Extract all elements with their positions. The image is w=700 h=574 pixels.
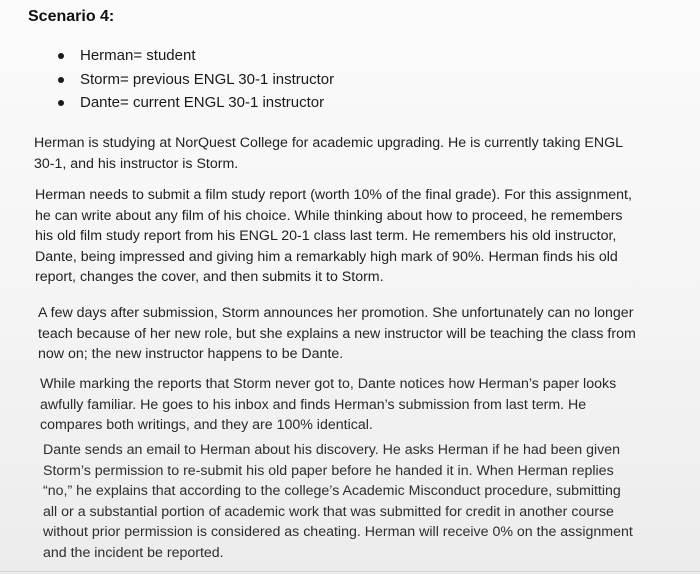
- text-line: teach because of her new role, but she explains a new instructor will be teaching the class from: [38, 325, 636, 342]
- text-line: without prior permission is considered as cheating. Herman will receive 0% on the assignment: [43, 524, 633, 540]
- text-line: all or a substantial portion of academic work that was submitted for credit in another course: [43, 503, 614, 520]
- text-line: compares both writings, and they are 100% identical.: [40, 417, 373, 433]
- roles-list: [50, 44, 334, 115]
- bullet-icon: [58, 100, 64, 106]
- text-line: and the incident be reported.: [43, 544, 224, 561]
- text-line: report, changes the cover, and then submits it to Storm.: [35, 269, 384, 285]
- role-item-herman: [50, 44, 334, 68]
- bullet-icon: [58, 77, 64, 83]
- paragraph-misconduct: [43, 440, 633, 563]
- role-item-storm: [50, 68, 334, 92]
- text-line: now on; the new instructor happens to be Dante.: [38, 346, 344, 362]
- text-line: Storm’s permission to re-submit his old paper before he handed it in. When Herman replies: [43, 462, 614, 479]
- paragraph-promotion: [38, 303, 636, 365]
- scenario-title: Scenario 4:: [28, 8, 115, 25]
- text-line: his old film study report from his ENGL 20-1 class last term. He remembers his old instructor,: [35, 228, 617, 244]
- text-line: awfully familiar. He goes to his inbox and finds Herman’s submission from last term. He: [40, 396, 587, 413]
- text-line: A few days after submission, Storm announces her promotion. She unfortunately can no longer: [38, 305, 634, 321]
- text-line: Herman needs to submit a film study report (worth 10% of the final grade). For this assignment,: [35, 187, 632, 203]
- text-line: Dante, being impressed and giving him a remarkably high mark of 90%. Herman finds his old: [35, 248, 618, 265]
- paragraph-marking: [40, 374, 616, 436]
- paragraph-film-report: [35, 185, 632, 288]
- role-text: Dante= current ENGL 30-1 instructor: [80, 94, 325, 111]
- role-text: Storm= previous ENGL 30-1 instructor: [80, 70, 335, 88]
- paragraph-intro: [34, 133, 623, 174]
- text-line: While marking the reports that Storm never got to, Dante notices how Herman’s paper looks: [40, 376, 617, 392]
- text-line: Herman is studying at NorQuest College for academic upgrading. He is currently taking ENGL: [34, 135, 624, 151]
- text-line: 30-1, and his instructor is Storm.: [34, 155, 239, 172]
- role-text: Herman= student: [80, 47, 196, 64]
- bullet-icon: [58, 53, 64, 59]
- role-item-dante: [50, 91, 334, 115]
- text-line: he can write about any film of his choice. While thinking about how to proceed, he remembers: [35, 207, 623, 224]
- text-line: Dante sends an email to Herman about his discovery. He asks Herman if he had been given: [43, 442, 621, 458]
- divider: [0, 571, 700, 572]
- text-line: “no,” he explains that according to the college’s Academic Misconduct procedure, submitting: [43, 483, 621, 499]
